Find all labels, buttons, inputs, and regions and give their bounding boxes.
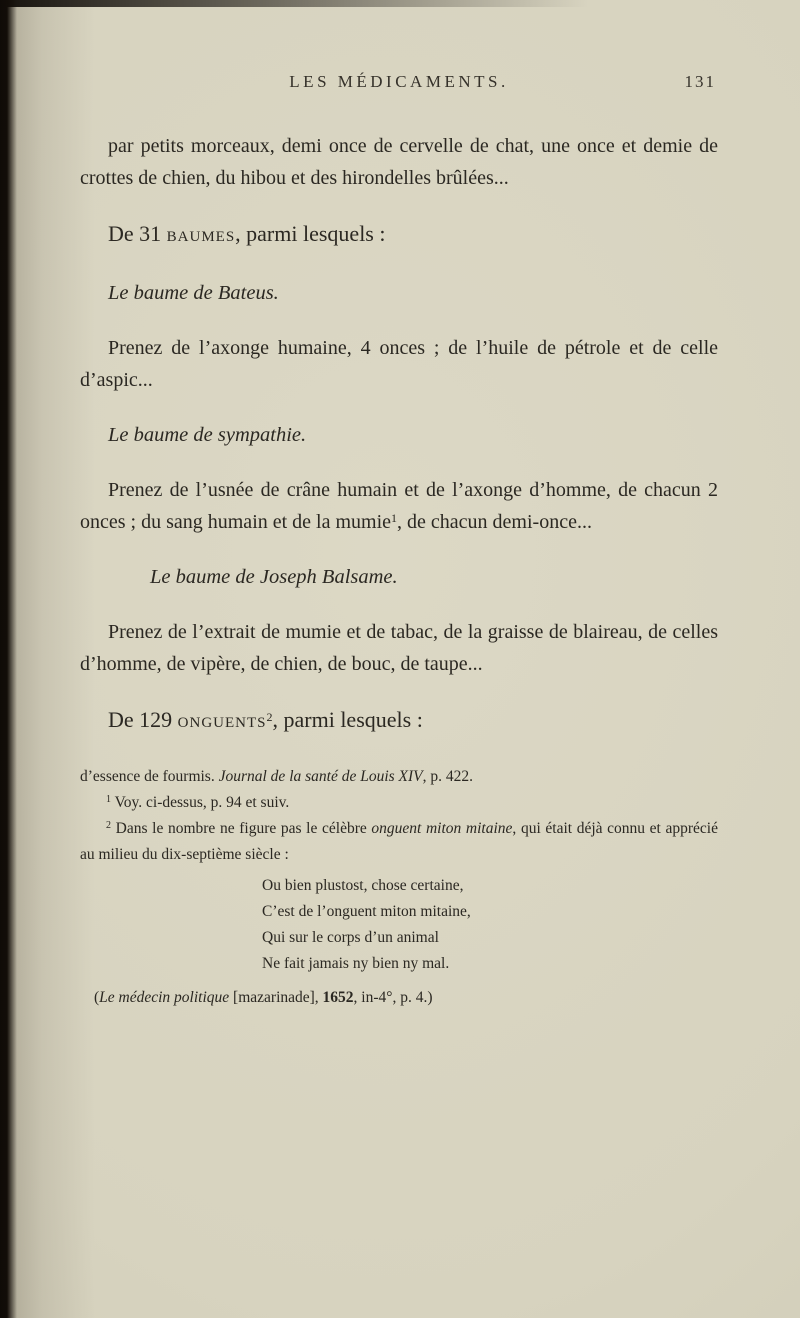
verse-line: Ne fait jamais ny bien ny mal. xyxy=(262,955,450,972)
recipe-title-sympathie: Le baume de sympathie. xyxy=(108,424,307,446)
citation-year: 1652 xyxy=(322,989,354,1006)
citation-open: ( xyxy=(94,989,100,1006)
recipe-title-bateus: Le baume de Bateus. xyxy=(108,282,279,304)
footnote-2-marker: 2 xyxy=(106,820,111,831)
citation-end: , in-4°, p. 4.) xyxy=(353,989,433,1006)
footnote-2-text-end: , qui était déjà connu et apprécié au milieu du dix-septième siècle : xyxy=(80,820,718,863)
page-number: 131 xyxy=(684,72,716,91)
citation-work-title: Le médecin politique xyxy=(99,989,230,1006)
recipe-title-balsame: Le baume de Joseph Balsame. xyxy=(150,566,398,588)
heading-baumes-suffix: , parmi lesquels : xyxy=(235,221,386,246)
section-heading-onguents xyxy=(80,704,718,736)
citation-middle: [mazarinade], xyxy=(229,989,323,1006)
footnotes-block xyxy=(80,764,718,1011)
footnote-2-onguent-title: onguent miton mitaine xyxy=(371,820,513,837)
verse-line: Ou bien plustost, chose certaine, xyxy=(262,877,464,894)
paragraph-balsame-recipe: Prenez de l’extrait de mumie et de tabac, de la graisse de blaireau, de celles d’homme, de vipère, de chien, de bouc, de taupe... xyxy=(80,621,718,675)
heading-onguents-suffix: , parmi lesquels : xyxy=(272,707,423,732)
running-header xyxy=(80,72,718,96)
footnote-continuation-journal-title: Journal de la santé de Louis XIV xyxy=(218,768,423,785)
heading-onguents-prefix: De 129 xyxy=(108,707,178,732)
paragraph-sympathie-recipe xyxy=(80,474,718,538)
section-heading-baumes xyxy=(80,218,718,250)
verse-line: C’est de l’onguent miton mitaine, xyxy=(262,903,471,920)
footnote-1 xyxy=(80,790,718,816)
footnote-ref-2: 2 xyxy=(266,710,273,724)
sympathie-recipe-text: Prenez de l’usnée de crâne humain et de l’axonge d’homme, de chacun 2 onces ; du sang humain et de la mumie xyxy=(80,479,718,533)
sympathie-recipe-text-end: , de chacun demi-once... xyxy=(397,511,592,533)
footnote-1-text: Voy. ci-dessus, p. 94 et suiv. xyxy=(111,794,290,811)
footnote-citation xyxy=(80,985,718,1011)
paragraph-bateus-recipe: Prenez de l’axonge humaine, 4 onces ; de l’huile de pétrole et de celle d’aspic... xyxy=(80,337,718,391)
footnote-continuation xyxy=(80,764,718,790)
footnote-1-marker: 1 xyxy=(106,794,111,805)
heading-onguents-smallcaps: onguents xyxy=(177,707,267,732)
verse-line: Qui sur le corps d’un animal xyxy=(262,929,439,946)
verse-block xyxy=(262,873,718,977)
heading-baumes-prefix: De 31 xyxy=(108,221,167,246)
heading-baumes-smallcaps: baumes xyxy=(166,221,236,246)
footnote-continuation-text-end: , p. 422. xyxy=(422,768,474,785)
footnote-2 xyxy=(80,816,718,868)
paragraph-recipe-intro: par petits morceaux, demi once de cervelle de chat, une once et demie de crottes de chien, du hibou et des hirondelles brûlées... xyxy=(80,135,718,189)
footnote-2-text: Dans le nombre ne figure pas le célèbre xyxy=(111,820,372,837)
footnote-ref-1: 1 xyxy=(391,511,398,525)
footnote-continuation-text: d’essence de fourmis. xyxy=(80,768,219,785)
page-header-title: LES MÉDICAMENTS. xyxy=(289,72,509,91)
